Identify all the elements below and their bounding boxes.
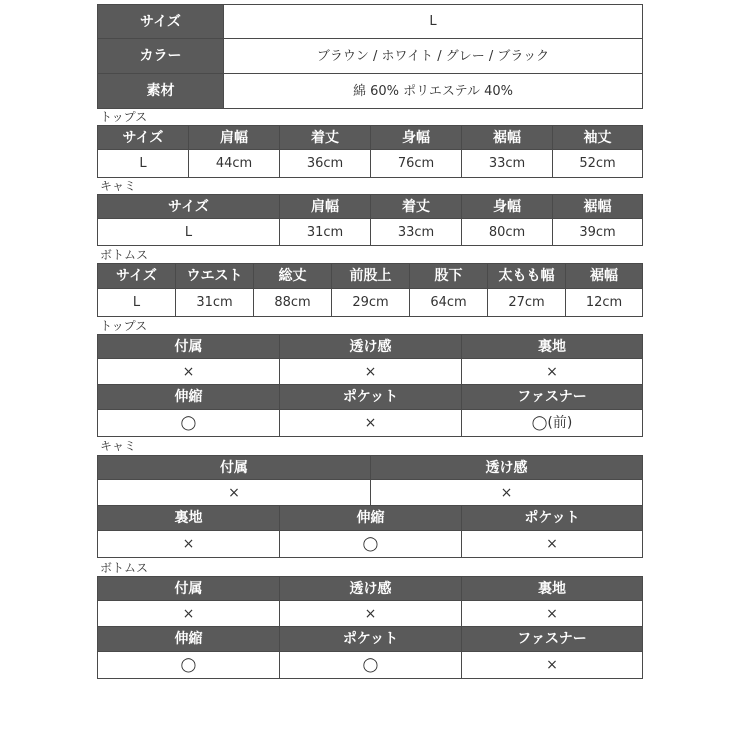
table-row [98,264,643,289]
header-cell: 付属 [98,577,280,601]
value-cell: ◯ [98,410,280,437]
value-cell: ◯ [280,531,462,558]
value-cell: 80cm [462,219,553,246]
header-cell: 股下 [410,264,488,289]
header-cell: 裾幅 [553,195,643,219]
summary-value-material: 綿 60% ポリエステル 40% [224,74,643,109]
header-cell: 透け感 [280,335,462,359]
section-title-cami-features: キャミ [100,439,137,453]
header-cell: 伸縮 [98,627,280,652]
table-row [98,652,643,679]
value-cell: 31cm [280,219,371,246]
header-cell: ポケット [462,506,643,531]
value-cell: L [98,150,189,178]
table-row [98,627,643,652]
summary-value-size: L [224,5,643,39]
table-row [98,219,643,246]
header-cell: ファスナー [462,627,643,652]
value-cell: 29cm [332,289,410,317]
header-cell: 透け感 [371,456,643,480]
value-cell: × [462,601,643,627]
header-cell: ウエスト [176,264,254,289]
value-cell: 44cm [189,150,280,178]
header-cell: 着丈 [371,195,462,219]
bottoms-size-table [97,263,643,317]
value-cell: L [98,289,176,317]
table-row [98,39,643,74]
value-cell: L [98,219,280,246]
section-title-bottoms-features: ボトムス [100,561,149,575]
section-title-cami-size: キャミ [100,179,137,193]
value-cell: 64cm [410,289,488,317]
header-cell: 肩幅 [280,195,371,219]
header-cell: 総丈 [254,264,332,289]
table-row [98,289,643,317]
value-cell: 33cm [371,219,462,246]
value-cell: × [280,601,462,627]
value-cell: × [280,410,462,437]
value-cell: × [462,652,643,679]
value-cell: 12cm [566,289,643,317]
cami-size-table [97,194,643,246]
header-cell: 裏地 [462,577,643,601]
summary-value-color: ブラウン / ホワイト / グレー / ブラック [224,39,643,74]
header-cell: 伸縮 [98,385,280,410]
header-cell: 透け感 [280,577,462,601]
value-cell: ◯ [280,652,462,679]
value-cell: × [371,480,643,506]
summary-label-size: サイズ [98,5,224,39]
table-row [98,456,643,480]
value-cell: × [462,531,643,558]
table-row [98,126,643,150]
summary-label-color: カラー [98,39,224,74]
table-row [98,480,643,506]
header-cell: サイズ [98,264,176,289]
section-title-tops-size: トップス [100,110,148,124]
section-title-tops-features: トップス [100,319,148,333]
value-cell: × [98,480,371,506]
header-cell: 伸縮 [280,506,462,531]
table-row [98,359,643,385]
value-cell: × [98,601,280,627]
header-cell: 裏地 [98,506,280,531]
value-cell: 33cm [462,150,553,178]
value-cell: 36cm [280,150,371,178]
header-cell: ファスナー [462,385,643,410]
header-cell: 着丈 [280,126,371,150]
header-cell: 裏地 [462,335,643,359]
header-cell: ポケット [280,627,462,652]
table-row [98,74,643,109]
header-cell: 前股上 [332,264,410,289]
bottoms-features-table [97,576,643,679]
header-cell: 袖丈 [553,126,643,150]
table-row [98,385,643,410]
table-row [98,195,643,219]
table-row [98,410,643,437]
value-cell: ◯ [98,652,280,679]
table-row [98,531,643,558]
value-cell: 27cm [488,289,566,317]
summary-label-material: 素材 [98,74,224,109]
header-cell: ポケット [280,385,462,410]
value-cell: 52cm [553,150,643,178]
table-row [98,5,643,39]
value-cell: 39cm [553,219,643,246]
value-cell: 76cm [371,150,462,178]
tops-size-table [97,125,643,178]
value-cell: × [98,531,280,558]
header-cell: 裾幅 [566,264,643,289]
header-cell: 肩幅 [189,126,280,150]
header-cell: 太もも幅 [488,264,566,289]
cami-features-table [97,455,643,558]
value-cell: × [280,359,462,385]
table-row [98,506,643,531]
header-cell: サイズ [98,195,280,219]
tops-features-table [97,334,643,437]
summary-table [97,4,643,109]
value-cell: 31cm [176,289,254,317]
table-row [98,601,643,627]
table-row [98,150,643,178]
header-cell: 付属 [98,456,371,480]
header-cell: 付属 [98,335,280,359]
value-cell: × [462,359,643,385]
table-row [98,577,643,601]
header-cell: 裾幅 [462,126,553,150]
header-cell: 身幅 [462,195,553,219]
table-row [98,335,643,359]
header-cell: サイズ [98,126,189,150]
value-cell: × [98,359,280,385]
value-cell: 88cm [254,289,332,317]
section-title-bottoms-size: ボトムス [100,248,149,262]
header-cell: 身幅 [371,126,462,150]
value-cell: ◯(前) [462,410,643,437]
